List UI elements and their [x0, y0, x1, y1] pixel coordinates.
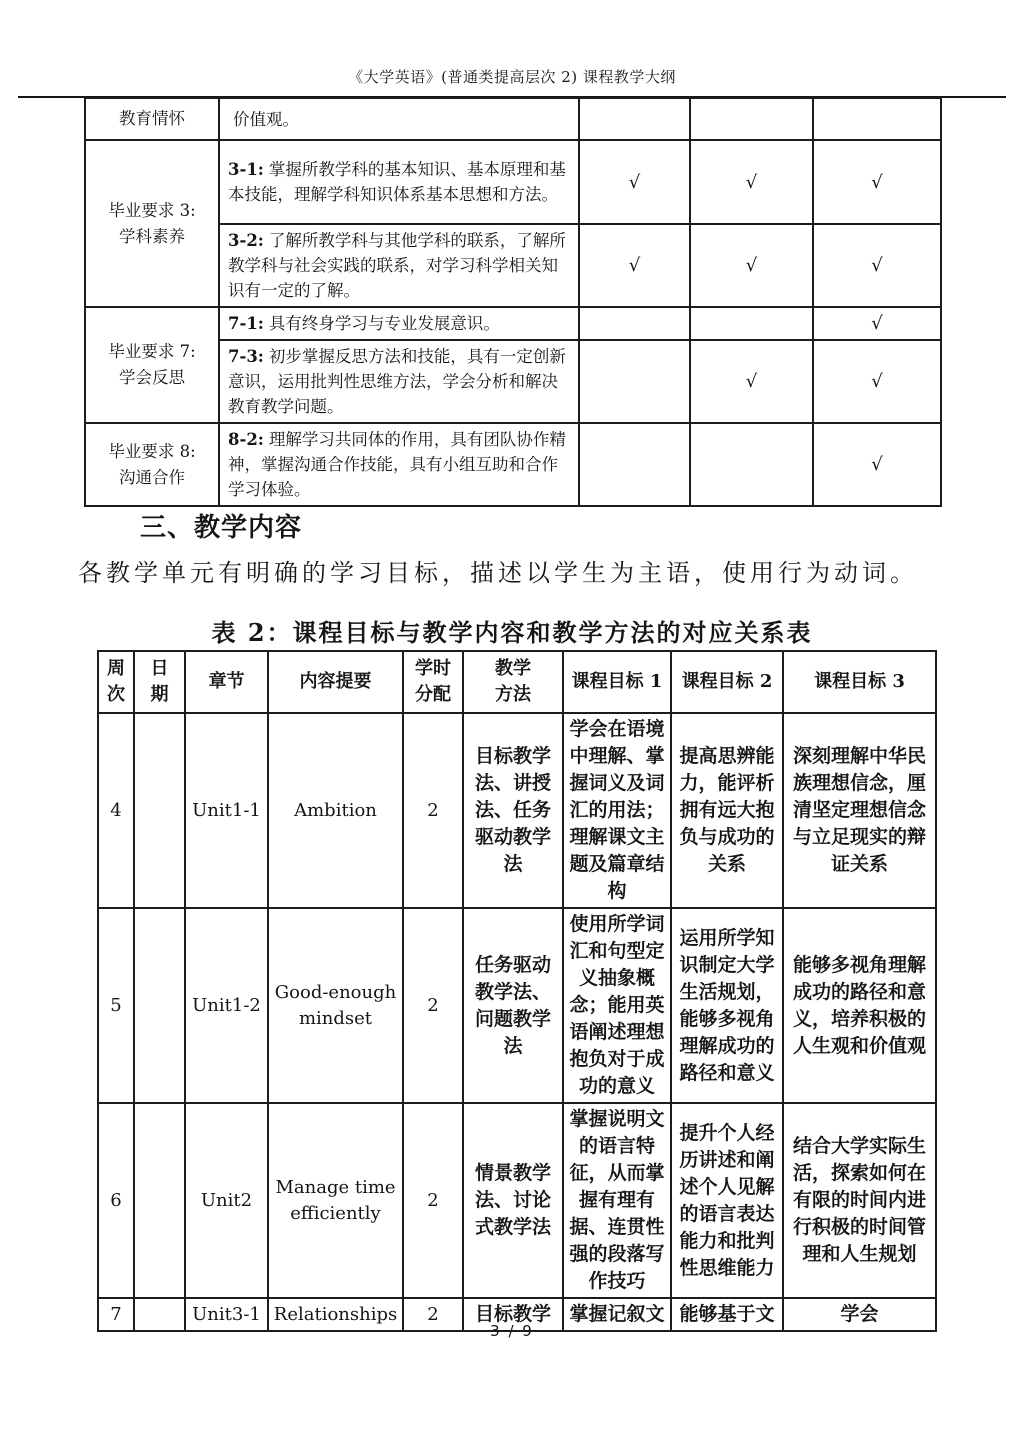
col-header-goal3: 课程目标 3: [783, 651, 936, 713]
req-indicator-cell: [219, 98, 579, 140]
page-header: [18, 66, 1006, 98]
date-cell: [134, 1103, 185, 1298]
req-group-label-line1: 毕业要求 3:: [108, 200, 196, 220]
goal3-cell: 能够多视角理解成功的路径和意义，培养积极的人生观和价值观: [783, 908, 936, 1103]
col-header-summary: 内容提要: [268, 651, 403, 713]
check-cell-goal2: [690, 423, 813, 506]
schedule-table: [97, 650, 937, 1332]
chapter-cell: Unit1-2: [185, 908, 268, 1103]
req-code: 8-2:: [228, 430, 264, 449]
schedule-row: [98, 908, 936, 1103]
goal3-cell: 学会: [783, 1298, 936, 1331]
req-text: 具有终身学习与专业发展意识。: [268, 314, 500, 333]
date-cell: [134, 713, 185, 908]
page-number: 3 / 9: [490, 1322, 534, 1340]
req-indicator-cell: [219, 140, 579, 224]
method-cell: 目标教学: [463, 1298, 563, 1331]
check-cell-goal1: √: [579, 224, 690, 307]
req-group-label: [85, 307, 219, 423]
req-text: 了解所教学科与其他学科的联系，了解所教学科与社会实践的联系，对学习科学相关知识有一定的了解。: [228, 231, 566, 300]
col-header-goal1: 课程目标 1: [563, 651, 671, 713]
col-header-method: 教学 方法: [463, 651, 563, 713]
intro-paragraph: 各教学单元有明确的学习目标，描述以学生为主语，使用行为动词。: [78, 559, 918, 587]
col-header-goal2: 课程目标 2: [671, 651, 783, 713]
req-code: 7-3:: [228, 347, 264, 366]
goal1-cell: 使用所学词汇和句型定义抽象概念；能用英语阐述理想抱负对于成功的意义: [563, 908, 671, 1103]
table2-caption: 表 2：课程目标与教学内容和教学方法的对应关系表: [211, 618, 813, 647]
req-group-label: [85, 98, 219, 140]
col-header-date: 日 期: [134, 651, 185, 713]
goal1-cell: 掌握说明文的语言特征，从而掌握有理有据、连贯性强的段落写作技巧: [563, 1103, 671, 1298]
chapter-cell: Unit3-1: [185, 1298, 268, 1331]
req-group-label: [85, 140, 219, 307]
check-cell-goal1: [579, 98, 690, 140]
method-cell: 情景教学法、讨论式教学法: [463, 1103, 563, 1298]
check-cell-goal3: [813, 98, 941, 140]
week-cell: 4: [98, 713, 134, 908]
col-header-week: 周 次: [98, 651, 134, 713]
req-indicator-cell: [219, 423, 579, 506]
week-cell: 7: [98, 1298, 134, 1331]
goal1-cell: 掌握记叙文: [563, 1298, 671, 1331]
req-indicator-cell: [219, 224, 579, 307]
req-text: 初步掌握反思方法和技能，具有一定创新意识，运用批判性思维方法，学会分析和解决教育教学问题。: [228, 347, 566, 416]
req-group-label: [85, 423, 219, 506]
hours-cell: 2: [403, 1103, 463, 1298]
schedule-header-row: [98, 651, 936, 713]
check-cell-goal2: [690, 98, 813, 140]
method-cell: 目标教学法、讲授法、任务驱动教学法: [463, 713, 563, 908]
table-row: [85, 140, 941, 224]
schedule-row: [98, 713, 936, 908]
check-cell-goal2: √: [690, 224, 813, 307]
goal3-cell: 结合大学实际生活，探索如何在有限的时间内进行积极的时间管理和人生规划: [783, 1103, 936, 1298]
hours-cell: 2: [403, 908, 463, 1103]
chapter-cell: Unit1-1: [185, 713, 268, 908]
goal1-cell: 学会在语境中理解、掌握词义及词汇的用法；理解课文主题及篇章结构: [563, 713, 671, 908]
goal2-cell: 运用所学知识制定大学生活规划，能够多视角理解成功的路径和意义: [671, 908, 783, 1103]
check-cell-goal1: √: [579, 140, 690, 224]
req-group-label-line2: 学科素养: [119, 226, 185, 246]
hours-cell: 2: [403, 713, 463, 908]
check-cell-goal3: √: [813, 140, 941, 224]
col-header-chapter: 章节: [185, 651, 268, 713]
req-group-label-line1: 毕业要求 7:: [108, 342, 196, 361]
req-text: 理解学习共同体的作用，具有团队协作精神，掌握沟通合作技能，具有小组互助和合作学习体验。: [228, 430, 566, 499]
goal2-cell: 能够基于文: [671, 1298, 783, 1331]
req-group-label-line1: 教育情怀: [119, 109, 185, 128]
check-cell-goal2: √: [690, 340, 813, 423]
summary-cell: Manage time efficiently: [268, 1103, 403, 1298]
goal2-cell: 提高思辨能力，能评析拥有远大抱负与成功的关系: [671, 713, 783, 908]
graduation-requirements-table: [84, 97, 942, 507]
week-cell: 5: [98, 908, 134, 1103]
section-heading: 三、教学内容: [140, 513, 303, 543]
req-indicator-cell: [219, 340, 579, 423]
chapter-cell: Unit2: [185, 1103, 268, 1298]
req-text: 价值观。: [233, 109, 299, 129]
summary-cell: Relationships: [268, 1298, 403, 1331]
col-header-hours: 学时 分配: [403, 651, 463, 713]
goal3-cell: 深刻理解中华民族理想信念，厘清坚定理想信念与立足现实的辩证关系: [783, 713, 936, 908]
date-cell: [134, 908, 185, 1103]
req-code: 7-1:: [228, 314, 264, 333]
table-row: [85, 307, 941, 340]
check-cell-goal1: [579, 307, 690, 340]
summary-cell: Good-enough mindset: [268, 908, 403, 1103]
req-code: 3-2:: [228, 231, 264, 250]
req-indicator-cell: [219, 307, 579, 340]
check-cell-goal3: √: [813, 340, 941, 423]
header-title: 《大学英语》(普通类提高层次 2) 课程教学大纲: [348, 68, 676, 86]
goal2-cell: 提升个人经历讲述和阐述个人见解的语言表达能力和批判性思维能力: [671, 1103, 783, 1298]
check-cell-goal2: [690, 307, 813, 340]
req-code: 3-1:: [228, 160, 264, 179]
check-cell-goal3: √: [813, 307, 941, 340]
hours-cell: 2: [403, 1298, 463, 1331]
week-cell: 6: [98, 1103, 134, 1298]
req-text: 掌握所教学科的基本知识、基本原理和基本技能，理解学科知识体系基本思想和方法。: [228, 160, 566, 204]
req-group-label-line2: 学会反思: [119, 368, 185, 387]
table-row: [85, 98, 941, 140]
req-group-label-line1: 毕业要求 8:: [108, 441, 196, 461]
method-cell: 任务驱动教学法、问题教学法: [463, 908, 563, 1103]
check-cell-goal1: [579, 340, 690, 423]
check-cell-goal2: √: [690, 140, 813, 224]
check-cell-goal3: √: [813, 423, 941, 506]
schedule-row: [98, 1103, 936, 1298]
table-row: [85, 423, 941, 506]
summary-cell: Ambition: [268, 713, 403, 908]
check-cell-goal1: [579, 423, 690, 506]
check-cell-goal3: √: [813, 224, 941, 307]
req-group-label-line2: 沟通合作: [119, 467, 185, 487]
